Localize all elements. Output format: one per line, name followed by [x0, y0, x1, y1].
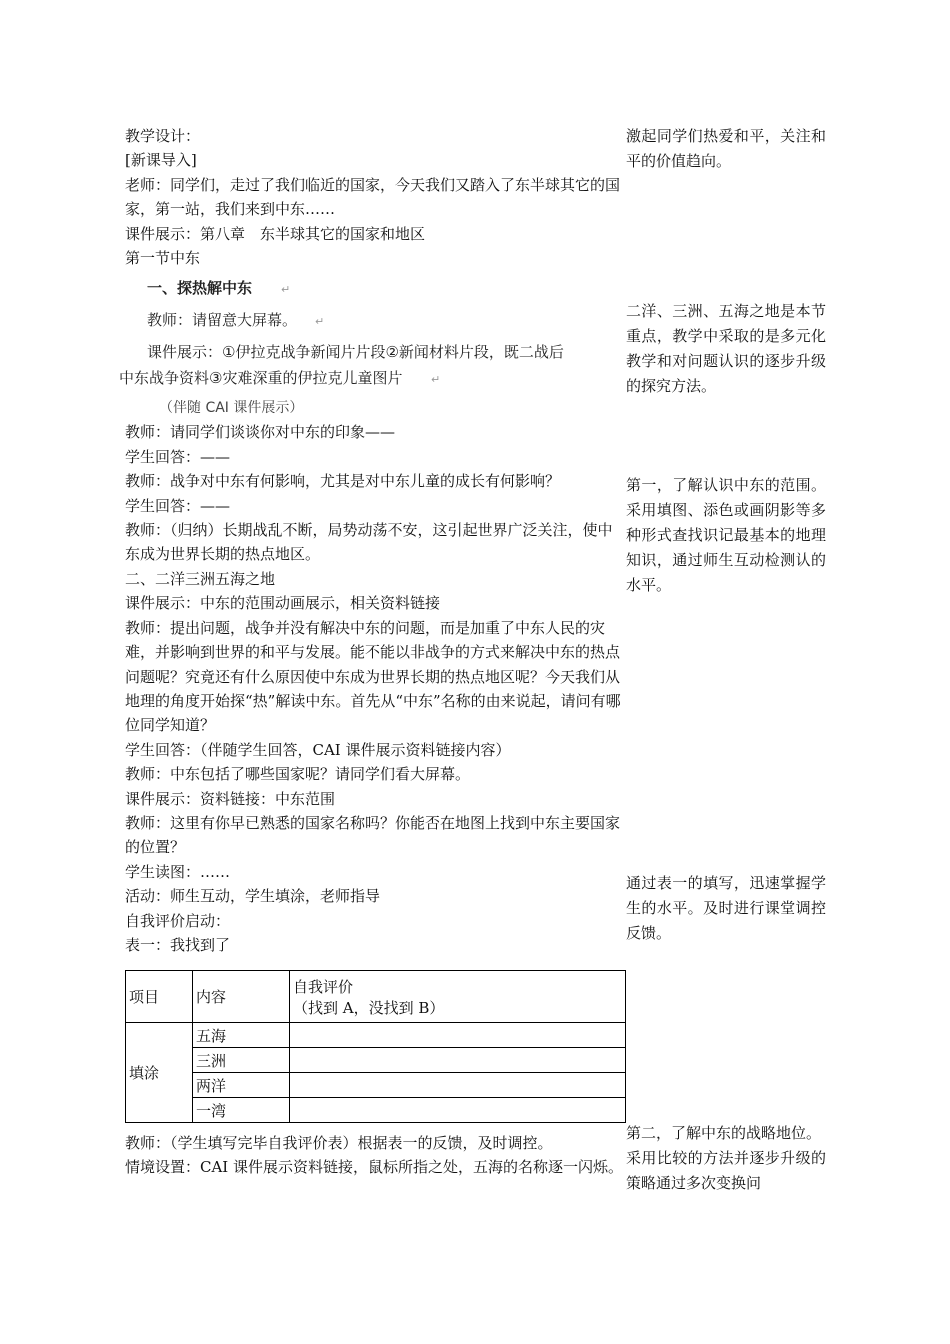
group-cell: 填涂 [126, 1023, 193, 1123]
paragraph: 学生回答：—— [125, 447, 231, 466]
return-mark-icon: ↵ [431, 373, 441, 387]
table-cell: 三洲 [193, 1048, 290, 1073]
table-caption: 表一：我找到了 [125, 935, 231, 954]
paragraph: 教师：请同学们谈谈你对中东的印象—— [125, 423, 396, 442]
side-note: 第二，了解中东的战略地位。 采用比较的方法并逐步升级的策略通过多次变换问 [626, 1124, 826, 1192]
table-row [126, 1073, 626, 1098]
table-cell: 两洋 [193, 1073, 290, 1098]
image-line: 中东战争资料③灾难深重的伊拉克儿童图片 [119, 369, 403, 388]
paragraph: 教师：（学生填写完毕自我评价表）根据表一的反馈，及时调控。 [125, 1134, 553, 1152]
header-cell [290, 971, 626, 1023]
embedded-image [119, 272, 623, 418]
side-note: 第一，了解认识中东的范围。采用填图、添色或画阴影等多种形式查找识记最基本的地理知识，通过师生互动检测认的水平。 [626, 476, 826, 594]
side-note: 二洋、三洲、五海之地是本节重点，教学中采取的是多元化教学和对问题认识的逐步升级的探究方法。 [626, 302, 826, 395]
answer-cell[interactable] [290, 1023, 626, 1048]
answer-cell[interactable] [290, 1073, 626, 1098]
paragraph: 教师：提出问题，战争并没有解决中东的问题，而是加重了中东人民的灾难，并影响到世界的和平与发展。能不能以非战争的方式来解决中东的热点问题呢？究竟还有什么原因使中东成为世界长期的热点地区呢？今天我们从地理的角度开始探“热”解读中东。首先从“中东”名称的由来说起，请问有哪位同学知道？ [125, 618, 621, 735]
paragraph: 老师：同学们，走过了我们临近的国家，今天我们又踏入了东半球其它的国家，第一站，我们来到中东…… [125, 175, 621, 219]
section-heading: 二、二洋三洲五海之地 [125, 569, 276, 588]
header-line: 自我评价 [293, 977, 354, 996]
return-mark-icon: ↵ [281, 283, 291, 297]
answer-cell[interactable] [290, 1098, 626, 1123]
header-cell: 项目 [126, 971, 193, 1023]
side-note: 激起同学们热爱和平，关注和平的价值趋向。 [626, 127, 826, 170]
table-row [126, 1098, 626, 1123]
paragraph: 自我评价启动： [125, 911, 231, 930]
header-line: （找到 A，没找到 B） [293, 998, 445, 1017]
answer-cell[interactable] [290, 1048, 626, 1073]
paragraph: 学生读图：…… [125, 862, 231, 881]
image-heading: 一、探热解中东 [147, 279, 253, 298]
paragraph: 教师：（归纳）长期战乱不断，局势动荡不安，这引起世界广泛关注，使中东成为世界长期的热点地区。 [125, 521, 613, 564]
table-row [126, 1048, 626, 1073]
paragraph: 课件展示：第八章 东半球其它的国家和地区 [125, 224, 426, 243]
paragraph: 课件展示：中东的范围动画展示，相关资料链接 [125, 594, 441, 613]
paragraph: 第一节中东 [125, 249, 201, 268]
table-row [126, 1023, 626, 1048]
paragraph: 课件展示：资料链接：中东范围 [125, 789, 336, 808]
image-line: 教师：请留意大屏幕。 [147, 311, 298, 330]
table-cell: 五海 [193, 1023, 290, 1048]
paragraph: 情境设置：CAI 课件展示资料链接，鼠标所指之处，五海的名称逐一闪烁。 [125, 1158, 624, 1177]
table-header-row [126, 971, 626, 1023]
paragraph: [新课导入] [125, 151, 197, 170]
paragraph: 学生回答：（伴随学生回答，CAI 课件展示资料链接内容） [125, 740, 511, 759]
paragraph: 教师：这里有你早已熟悉的国家名称吗？你能否在地图上找到中东主要国家的位置？ [125, 813, 621, 857]
paragraph: 教师：战争对中东有何影响，尤其是对中东儿童的成长有何影响？ [125, 472, 561, 491]
image-line: 课件展示：①伊拉克战争新闻片片段②新闻材料片段，既二战后 [147, 343, 564, 362]
return-mark-icon: ↵ [315, 315, 325, 329]
paragraph: 教师：中东包括了哪些国家呢？请同学们看大屏幕。 [125, 765, 471, 784]
header-cell: 内容 [193, 971, 290, 1023]
self-evaluation-table [125, 970, 626, 1123]
paragraph: 教学设计： [125, 127, 201, 145]
side-note: 通过表一的填写，迅速掌握学生的水平。及时进行课堂调控反馈。 [626, 874, 826, 942]
table-cell: 一湾 [193, 1098, 290, 1123]
paragraph: 活动：师生互动，学生填涂，老师指导 [125, 887, 381, 906]
main-text [119, 124, 623, 957]
image-line: （伴随 CAI 课件展示） [159, 400, 304, 417]
paragraph: 学生回答：—— [125, 496, 231, 515]
after-table-text [125, 1131, 623, 1180]
